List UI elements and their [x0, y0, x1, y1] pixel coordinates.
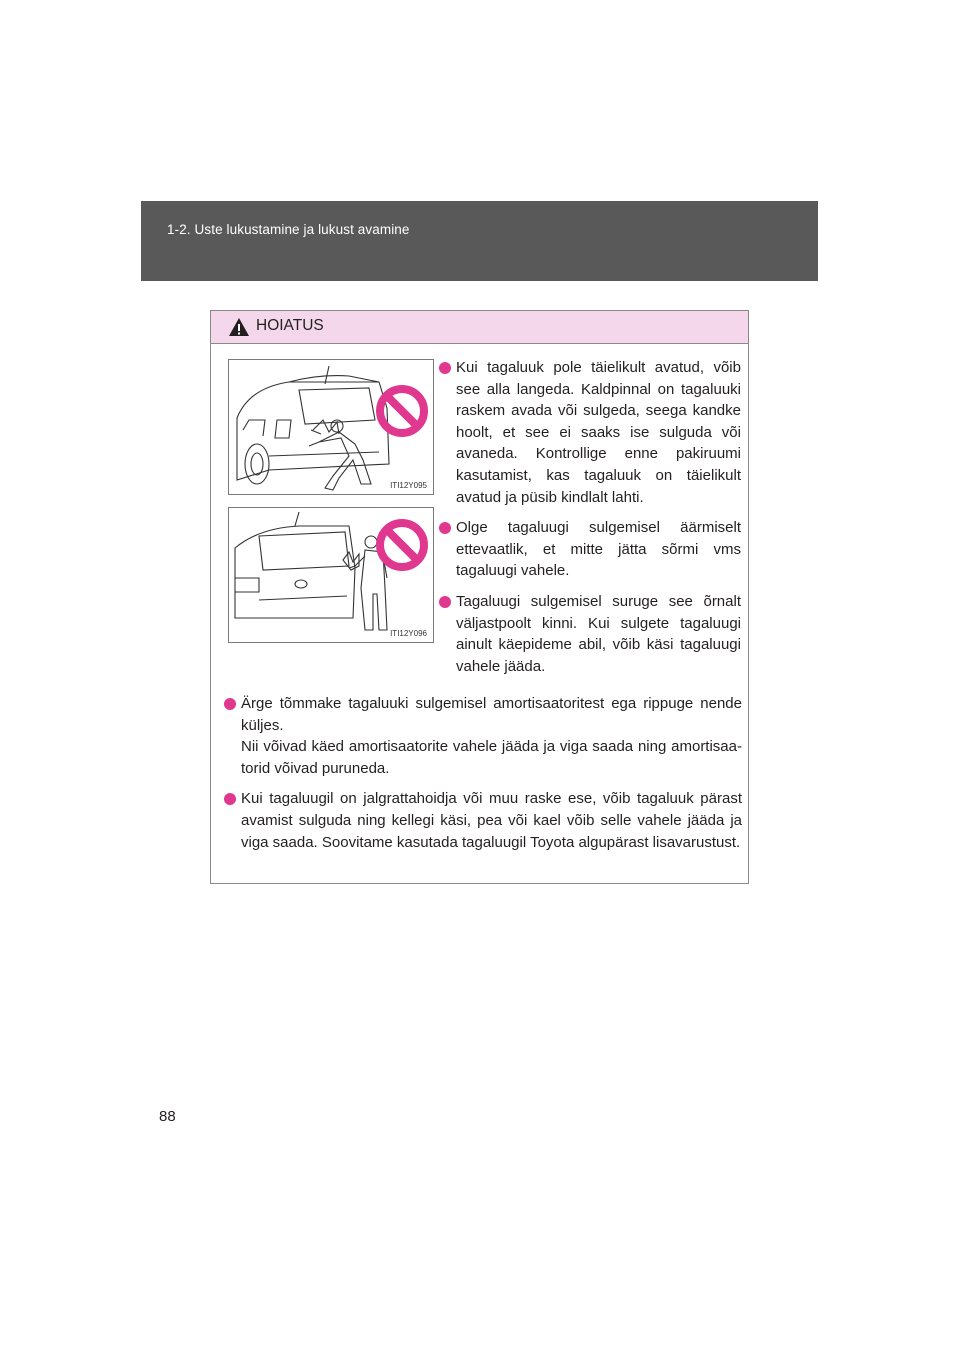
bullet-icon	[439, 596, 451, 608]
illustration-tailgate-falling	[228, 359, 434, 495]
illustration-code: ITI12Y095	[390, 481, 427, 490]
list-item: Kui tagaluuk pole täielikult avatud, võib see alla langeda. Kaldpinnal on tagaluuki raskem avada või sulgeda, seega kandke hoolt, et see ei saaks ise sulguda või avaneda. Kontrollige enne pakiruumi kasutamist, kas tagaluuk on täielikult avatud ja püsib kindlalt lahti.	[439, 357, 741, 508]
bullet-icon	[224, 793, 236, 805]
list-item: Ärge tõmmake tagaluuki sulgemisel amortisaatoritest ega rippuge nende küljes. Nii võivad käed amortisaatorite vahele jääda ja viga saada ning amortisaatorid võivad puruneda.	[224, 693, 742, 779]
list-item: Olge tagaluugi sulgemisel äärmiselt ettevaatlik, et mitte jätta sõrmi vms tagaluugi vahele.	[439, 517, 741, 582]
bullet-icon	[224, 698, 236, 710]
bullet-icon	[439, 522, 451, 534]
warning-triangle-icon	[228, 317, 250, 337]
list-item: Tagaluugi sulgemisel suruge see õrnalt väljastpoolt kinni. Kui sulgete tagaluugi ainult käepideme abil, võib käsi tagaluugi vahele jääda.	[439, 591, 741, 677]
prohibition-icon	[375, 518, 429, 572]
section-header-band	[141, 201, 818, 281]
list-item: Kui tagaluugil on jalgrattahoidja või muu raske ese, võib tagaluuk pärast avamist sulguda ning kellegi käsi, pea või kael võib selle vahele jääda ja viga saada. Soovitame kasutada tagaluugil Toyota algupärast lisavarustust.	[224, 788, 742, 853]
bullet-icon	[439, 362, 451, 374]
illustration-tailgate-closing	[228, 507, 434, 643]
full-bullet-list	[224, 693, 742, 853]
illustration-code: ITI12Y096	[390, 629, 427, 638]
warning-title: HOIATUS	[256, 317, 324, 334]
page-number: 88	[159, 1108, 176, 1125]
warning-box	[210, 310, 749, 884]
section-title: 1-2. Uste lukustamine ja lukust avamine	[167, 222, 410, 237]
warning-header	[211, 311, 748, 344]
prohibition-icon	[375, 384, 429, 438]
side-bullet-list	[439, 357, 741, 677]
